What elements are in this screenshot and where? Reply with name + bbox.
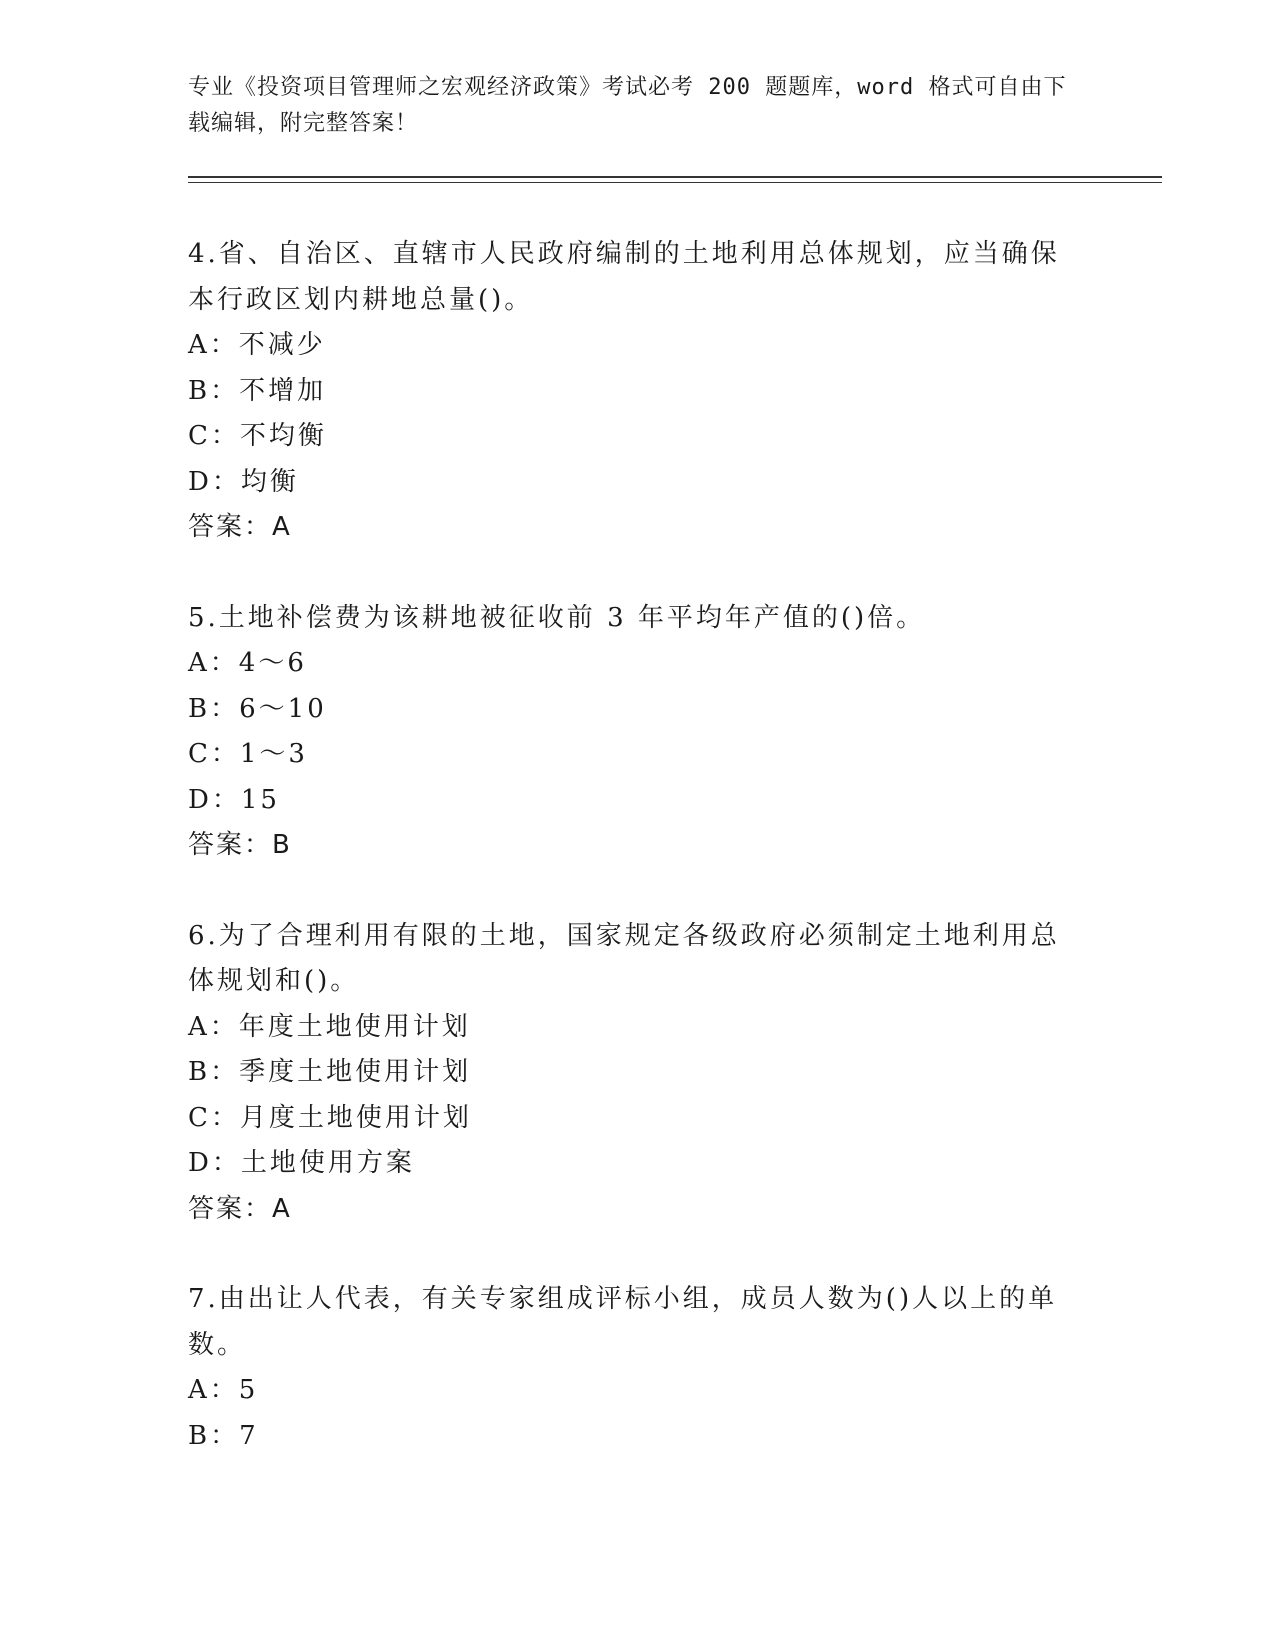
document-header: 专业《投资项目管理师之宏观经济政策》考试必考 200 题题库，word 格式可自由下载编辑，附完整答案！ <box>188 75 1067 136</box>
answer-line: 答案：A <box>188 1193 292 1224</box>
option-d: D：土地使用方案 <box>188 1148 415 1178</box>
option-b: B：季度土地使用计划 <box>188 1057 472 1087</box>
option-a: A：5 <box>188 1375 259 1405</box>
option-a: A：不减少 <box>188 330 326 360</box>
question-stem: 4.省、自治区、直辖市人民政府编制的土地利用总体规划，应当确保本行政区划内耕地总量()。 <box>188 239 1060 315</box>
option-b: B：6～10 <box>188 693 327 724</box>
option-a: A：4～6 <box>188 648 307 678</box>
answer-line: 答案：A <box>188 512 292 542</box>
question-5 <box>188 596 1088 869</box>
answer-line: 答案：B <box>188 830 292 860</box>
option-c: C：不均衡 <box>188 421 327 451</box>
option-c: C：月度土地使用计划 <box>188 1102 472 1133</box>
option-d: D：15 <box>188 784 280 815</box>
option-a: A：年度土地使用计划 <box>188 1011 471 1042</box>
header-divider-thick <box>188 176 1162 178</box>
question-stem: 6.为了合理利用有限的土地，国家规定各级政府必须制定土地利用总体规划和()。 <box>188 920 1060 996</box>
header-divider-thin <box>188 182 1162 183</box>
question-list <box>188 232 1088 1504</box>
question-6 <box>188 914 1088 1233</box>
question-7 <box>188 1277 1088 1459</box>
question-stem: 7.由出让人代表，有关专家组成评标小组，成员人数为()人以上的单数。 <box>188 1284 1058 1360</box>
question-4 <box>188 232 1088 551</box>
question-stem: 5.土地补偿费为该耕地被征收前 3 年平均年产值的()倍。 <box>188 602 926 633</box>
option-d: D：均衡 <box>188 466 299 497</box>
option-b: B：不增加 <box>188 375 327 406</box>
option-c: C：1～3 <box>188 739 308 769</box>
option-b: B：7 <box>188 1420 259 1451</box>
